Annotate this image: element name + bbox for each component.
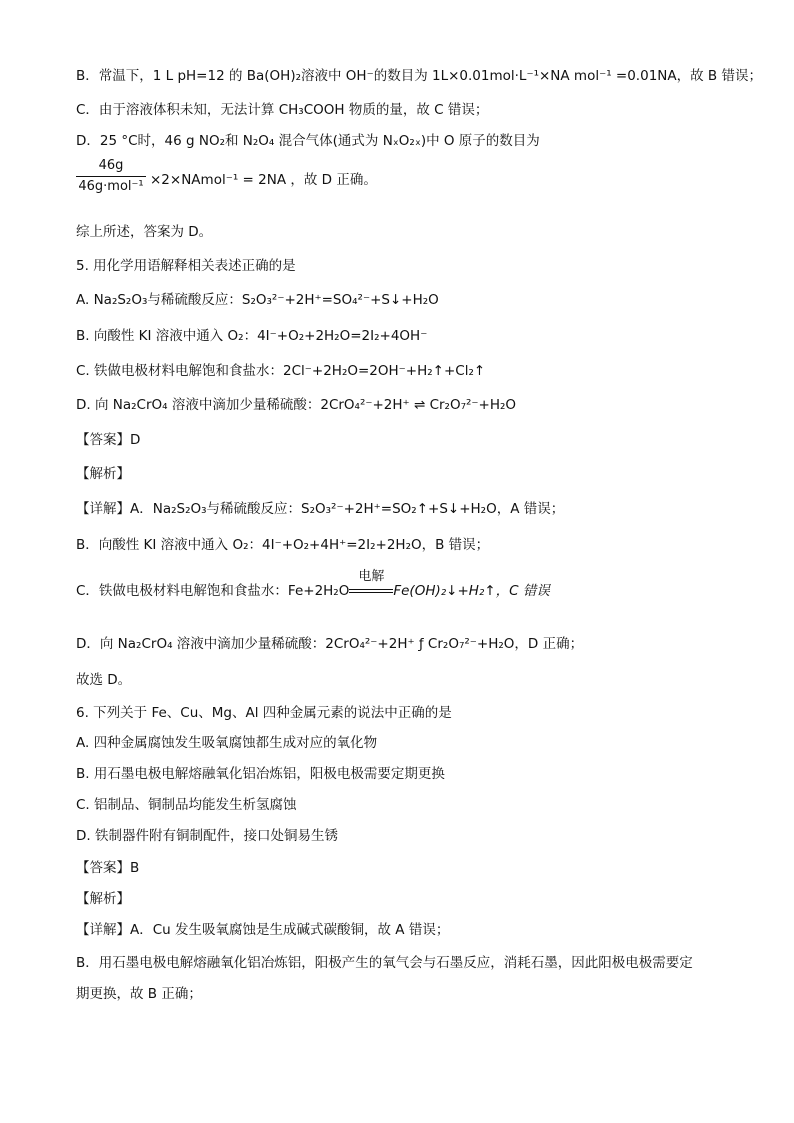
question-6: 6. 下列关于 Fe、Cu、Mg、Al 四种金属元素的说法中正确的是 xyxy=(76,705,452,721)
text-c-prev: C．由于溶液体积未知，无法计算 CH₃COOH 物质的量，故 C 错误； xyxy=(76,102,489,118)
answer-5: 【答案】D xyxy=(76,432,141,448)
option-5b: B. 向酸性 KI 溶液中通入 O₂：4I⁻+O₂+2H₂O=2I₂+4OH⁻ xyxy=(76,328,428,344)
detail-5c-post: Fe(OH)₂↓+H₂↑，C 错误 xyxy=(393,583,550,599)
option-6b: B. 用石墨电极电解熔融氧化铝冶炼铝，阳极电极需要定期更换 xyxy=(76,766,445,782)
detail-5a: 【详解】A．Na₂S₂O₃与稀硫酸反应：S₂O₃²⁻+2H⁺=SO₂↑+S↓+H₂O，A 错误； xyxy=(76,501,565,517)
detail-5c xyxy=(76,569,550,601)
detail-5b: B．向酸性 KI 溶液中通入 O₂：4I⁻+O₂+4H⁺=2I₂+2H₂O，B 错误； xyxy=(76,537,490,553)
option-5a: A. Na₂S₂O₃与稀硫酸反应：S₂O₃²⁻+2H⁺=SO₄²⁻+S↓+H₂O xyxy=(76,292,439,308)
option-6d: D. 铁制器件附有铜制配件，接口处铜易生锈 xyxy=(76,828,338,844)
option-5d: D. 向 Na₂CrO₄ 溶液中滴加少量稀硫酸：2CrO₄²⁻+2H⁺ ⇌ Cr₂O₇²⁻+H₂O xyxy=(76,397,517,413)
text-b-prev: B．常温下，1 L pH=12 的 Ba(OH)₂溶液中 OH⁻的数目为 1L×0.01mol·L⁻¹×NA mol⁻¹ =0.01NA，故 B 错误； xyxy=(76,68,762,84)
detail-6a: 【详解】A．Cu 发生吸氧腐蚀是生成碱式碳酸铜，故 A 错误； xyxy=(76,922,450,938)
text-d-prev: D．25 °C时，46 g NO₂和 N₂O₄ 混合气体(通式为 NₓO₂ₓ)中 O 原子的数目为 xyxy=(76,133,540,149)
detail-5d: D．向 Na₂CrO₄ 溶液中滴加少量稀硫酸：2CrO₄²⁻+2H⁺ ƒ Cr₂O₇²⁻+H₂O，D 正确； xyxy=(76,636,584,652)
analysis-label-6: 【解析】 xyxy=(76,891,130,907)
option-6c: C. 铝制品、铜制品均能发生析氢腐蚀 xyxy=(76,797,297,813)
detail-6b-line1: B．用石墨电极电解熔融氧化铝冶炼铝，阳极产生的氧气会与石墨反应，消耗石墨，因此阳极电极需要定 xyxy=(76,955,693,971)
electrolysis-sign xyxy=(349,569,393,601)
analysis-label-5: 【解析】 xyxy=(76,466,130,482)
text-summary: 综上所述，答案为 D。 xyxy=(76,224,213,240)
fraction-tail: ×2×NAmol⁻¹ = 2NA ，故 D 正确。 xyxy=(150,172,377,188)
fraction xyxy=(76,158,146,197)
option-5c: C. 铁做电极材料电解饱和食盐水：2Cl⁻+2H₂O=2OH⁻+H₂↑+Cl₂↑ xyxy=(76,363,486,379)
selection-5: 故选 D。 xyxy=(76,672,132,688)
fraction-denominator: 46g·mol⁻¹ xyxy=(78,179,144,194)
detail-6b-line2: 期更换，故 B 正确； xyxy=(76,986,202,1002)
fraction-numerator: 46g xyxy=(76,158,146,177)
electrolysis-label: 电解 xyxy=(358,569,385,584)
answer-6: 【答案】B xyxy=(76,860,140,876)
detail-5c-pre: C．铁做电极材料电解饱和食盐水：Fe+2H₂O xyxy=(76,583,350,599)
question-5: 5. 用化学用语解释相关表述正确的是 xyxy=(76,258,296,274)
option-6a: A. 四种金属腐蚀发生吸氧腐蚀都生成对应的氧化物 xyxy=(76,735,378,751)
